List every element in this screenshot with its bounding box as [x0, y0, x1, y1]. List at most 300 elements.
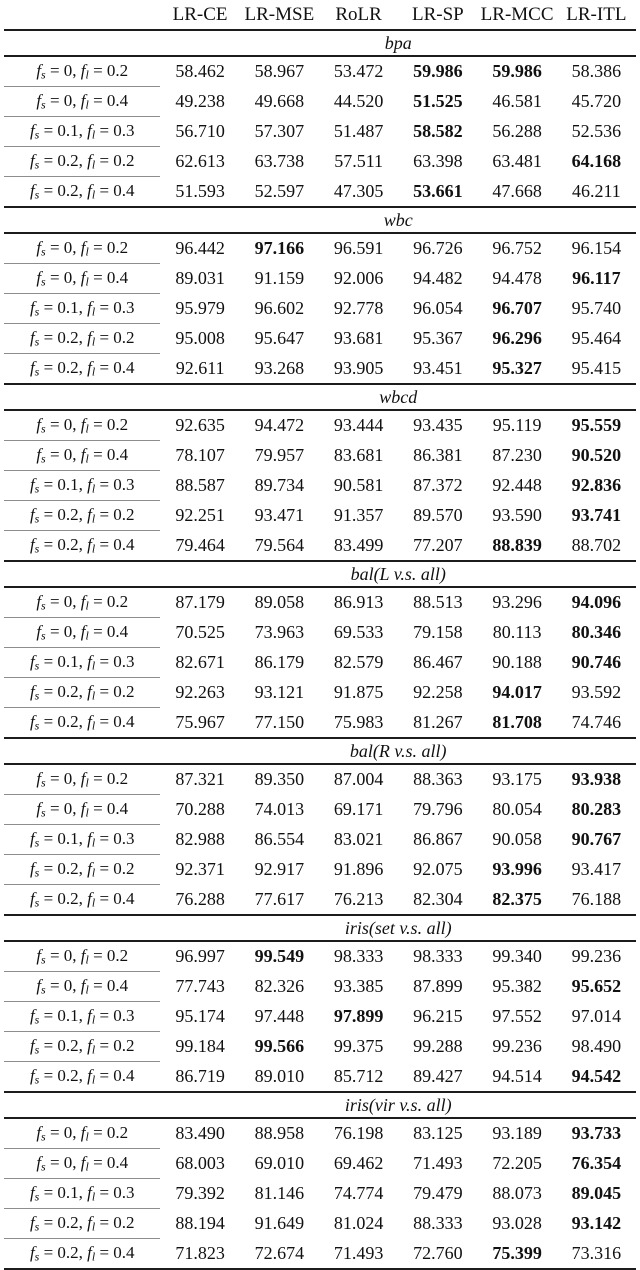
value-cell: 51.525: [413, 91, 463, 111]
value-cell: 49.668: [254, 91, 305, 111]
value-cell: 74.746: [571, 711, 622, 732]
value-cell: 95.652: [571, 976, 622, 996]
value-cell: 92.251: [175, 505, 225, 525]
value-cell: 93.296: [492, 592, 542, 613]
value-cell: 88.702: [571, 534, 622, 555]
value-cell: 86.467: [413, 652, 463, 672]
value-cell: 77.743: [175, 976, 225, 996]
section-title: iris(vir v.s. all): [160, 1092, 636, 1118]
column-header-rolr: RoLR: [335, 3, 382, 25]
value-cell: 98.490: [571, 1036, 622, 1056]
value-cell: 90.058: [492, 829, 542, 849]
value-cell: 86.381: [413, 445, 463, 465]
table-row: [4, 264, 636, 294]
value-cell: 89.350: [254, 769, 305, 790]
value-cell: 73.316: [557, 1239, 636, 1270]
table-row: [4, 941, 636, 972]
value-cell: 69.533: [333, 622, 384, 642]
section-title-row: [4, 738, 636, 764]
value-cell: 98.333: [333, 946, 384, 967]
row-label: $f_s = 0$, $f_l = 0.2$: [4, 941, 160, 972]
value-cell: 82.988: [175, 829, 225, 849]
value-cell: 88.363: [413, 769, 463, 790]
value-cell: 99.340: [492, 946, 542, 967]
section-corner-cell: [4, 915, 160, 941]
value-cell: 71.493: [319, 1239, 398, 1270]
section-title: bal(L v.s. all): [160, 561, 636, 587]
value-cell: 87.179: [175, 592, 225, 613]
value-cell: 70.288: [175, 799, 225, 819]
value-cell: 93.268: [254, 357, 305, 378]
value-cell: 93.996: [492, 859, 542, 879]
value-cell: 99.184: [175, 1036, 225, 1056]
value-cell: 95.119: [492, 415, 542, 436]
value-cell: 95.327: [492, 357, 542, 378]
value-cell: 89.045: [571, 1183, 622, 1203]
value-cell: 99.549: [254, 946, 305, 967]
row-label: $f_s = 0$, $f_l = 0.4$: [4, 87, 160, 117]
value-cell: 93.905: [333, 357, 384, 378]
value-cell: 94.478: [492, 268, 542, 288]
value-cell: 96.296: [492, 328, 542, 348]
section-iris-vir-v-s-all-: [4, 1092, 636, 1269]
value-cell: 93.590: [492, 505, 542, 525]
row-label: $f_s = 0.2$, $f_l = 0.4$: [29, 534, 135, 556]
value-cell: 49.238: [175, 91, 225, 111]
table-row: [4, 471, 636, 501]
section-iris-set-v-s-all-: [4, 915, 636, 1092]
value-cell: 91.357: [333, 505, 384, 525]
table-row: [4, 587, 636, 618]
row-label: $f_s = 0$, $f_l = 0.4$: [4, 264, 160, 294]
value-cell: 58.462: [175, 61, 225, 82]
table-row: [4, 764, 636, 795]
row-label: $f_s = 0.1$, $f_l = 0.3$: [4, 825, 160, 855]
value-cell: 90.746: [571, 652, 622, 672]
table-row: [4, 147, 636, 177]
value-cell: 88.587: [175, 475, 225, 495]
value-cell: 86.179: [254, 652, 305, 672]
value-cell: 99.566: [254, 1036, 305, 1056]
table-row: [4, 87, 636, 117]
value-cell: 89.427: [413, 1065, 463, 1086]
row-label: $f_s = 0$, $f_l = 0.4$: [4, 972, 160, 1002]
table-row: [4, 648, 636, 678]
value-cell: 90.581: [333, 475, 384, 495]
row-label: $f_s = 0.1$, $f_l = 0.3$: [4, 1002, 160, 1032]
row-label: $f_s = 0$, $f_l = 0.4$: [4, 441, 160, 471]
value-cell: 99.375: [333, 1036, 384, 1056]
value-cell: 93.385: [333, 976, 384, 996]
row-label: $f_s = 0.2$, $f_l = 0.2$: [4, 501, 160, 531]
section-title: wbc: [160, 207, 636, 233]
value-cell: 96.602: [254, 298, 305, 318]
results-table: [4, 0, 636, 1270]
table-row: [4, 1239, 636, 1270]
value-cell: 86.867: [413, 829, 463, 849]
value-cell: 83.490: [175, 1123, 225, 1144]
value-cell: 92.611: [175, 357, 225, 378]
value-cell: 76.354: [571, 1153, 622, 1173]
value-cell: 95.464: [571, 328, 622, 348]
value-cell: 62.613: [175, 151, 225, 171]
table-row: [4, 795, 636, 825]
value-cell: 93.121: [254, 682, 305, 702]
value-cell: 81.267: [413, 711, 463, 732]
section-title-row: [4, 207, 636, 233]
value-cell: 92.075: [413, 859, 463, 879]
value-cell: 47.668: [492, 180, 542, 201]
value-cell: 79.564: [254, 534, 305, 555]
row-label: $f_s = 0$, $f_l = 0.4$: [4, 795, 160, 825]
value-cell: 73.963: [254, 622, 305, 642]
value-cell: 89.058: [254, 592, 305, 613]
row-label: $f_s = 0$, $f_l = 0.2$: [4, 764, 160, 795]
value-cell: 57.511: [334, 151, 384, 171]
table-row: [4, 855, 636, 885]
value-cell: 88.073: [492, 1183, 542, 1203]
value-cell: 59.986: [492, 61, 542, 82]
value-cell: 93.938: [571, 769, 622, 790]
value-cell: 81.146: [254, 1183, 305, 1203]
value-cell: 80.113: [492, 622, 542, 642]
section-title-row: [4, 561, 636, 587]
value-cell: 96.215: [413, 1006, 463, 1026]
section-wbc: [4, 207, 636, 384]
value-cell: 71.823: [160, 1239, 239, 1270]
table-row: [4, 618, 636, 648]
value-cell: 57.307: [254, 121, 305, 141]
section-title-row: [4, 1092, 636, 1118]
value-cell: 87.230: [492, 445, 542, 465]
column-header-lr-mcc: LR-MCC: [480, 3, 554, 25]
value-cell: 74.774: [333, 1183, 384, 1203]
value-cell: 76.288: [175, 888, 225, 909]
value-cell: 80.054: [492, 799, 542, 819]
value-cell: 95.647: [254, 328, 305, 348]
value-cell: 91.649: [254, 1213, 305, 1233]
value-cell: 93.741: [571, 505, 622, 525]
value-cell: 85.712: [333, 1065, 384, 1086]
value-cell: 80.346: [571, 622, 622, 642]
value-cell: 52.597: [254, 180, 305, 201]
value-cell: 95.174: [175, 1006, 225, 1026]
value-cell: 72.205: [492, 1153, 542, 1173]
value-cell: 88.839: [492, 534, 542, 555]
row-label: $f_s = 0.1$, $f_l = 0.3$: [4, 648, 160, 678]
table-row: [4, 410, 636, 441]
value-cell: 88.513: [413, 592, 463, 613]
table-row: [4, 531, 636, 562]
section-title: iris(set v.s. all): [160, 915, 636, 941]
value-cell: 58.582: [413, 121, 463, 141]
value-cell: 83.681: [333, 445, 384, 465]
value-cell: 93.681: [333, 328, 384, 348]
value-cell: 90.767: [571, 829, 622, 849]
value-cell: 97.899: [333, 1006, 384, 1026]
column-header-lr-itl: LR-ITL: [566, 3, 627, 25]
value-cell: 68.003: [175, 1153, 225, 1173]
table-row: [4, 294, 636, 324]
value-cell: 89.570: [413, 505, 463, 525]
value-cell: 93.028: [492, 1213, 542, 1233]
table-row: [4, 825, 636, 855]
value-cell: 93.435: [413, 415, 463, 436]
value-cell: 75.399: [477, 1239, 556, 1270]
value-cell: 79.479: [413, 1183, 463, 1203]
row-label: $f_s = 0.2$, $f_l = 0.4$: [29, 711, 135, 733]
column-header-lr-sp: LR-SP: [411, 3, 464, 25]
table-row: [4, 972, 636, 1002]
value-cell: 77.207: [413, 534, 463, 555]
value-cell: 93.444: [333, 415, 384, 436]
value-cell: 72.674: [240, 1239, 319, 1270]
row-label: $f_s = 0$, $f_l = 0.2$: [4, 233, 160, 264]
value-cell: 96.591: [333, 238, 384, 259]
value-cell: 51.487: [333, 121, 384, 141]
value-cell: 88.958: [254, 1123, 305, 1144]
value-cell: 79.957: [254, 445, 305, 465]
value-cell: 95.559: [571, 415, 622, 436]
value-cell: 99.288: [413, 1036, 463, 1056]
row-label: $f_s = 0.2$, $f_l = 0.4$: [29, 180, 135, 202]
section-corner-cell: [4, 738, 160, 764]
row-label: $f_s = 0.2$, $f_l = 0.2$: [4, 1209, 160, 1239]
value-cell: 95.740: [571, 298, 622, 318]
value-cell: 75.967: [175, 711, 225, 732]
value-cell: 97.448: [254, 1006, 305, 1026]
value-cell: 93.471: [254, 505, 305, 525]
corner-cell: [4, 0, 160, 30]
table-row: [4, 708, 636, 739]
table-row: [4, 1179, 636, 1209]
value-cell: 97.166: [254, 238, 305, 259]
section-title: bpa: [160, 30, 636, 56]
value-cell: 80.283: [571, 799, 622, 819]
section-corner-cell: [4, 30, 160, 56]
value-cell: 79.464: [175, 534, 225, 555]
value-cell: 87.321: [175, 769, 225, 790]
value-cell: 69.462: [333, 1153, 384, 1173]
column-header-lr-ce: LR-CE: [172, 3, 228, 25]
value-cell: 79.796: [413, 799, 463, 819]
value-cell: 69.010: [254, 1153, 305, 1173]
value-cell: 90.520: [571, 445, 622, 465]
value-cell: 87.004: [333, 769, 384, 790]
value-cell: 71.493: [413, 1153, 463, 1173]
value-cell: 58.967: [254, 61, 305, 82]
value-cell: 96.442: [175, 238, 225, 259]
header-row: [4, 0, 636, 30]
row-label: $f_s = 0$, $f_l = 0.2$: [4, 56, 160, 87]
value-cell: 53.472: [333, 61, 384, 82]
row-label: $f_s = 0.2$, $f_l = 0.4$: [4, 1239, 160, 1270]
table-row: [4, 441, 636, 471]
row-label: $f_s = 0.1$, $f_l = 0.3$: [4, 294, 160, 324]
section-corner-cell: [4, 561, 160, 587]
row-label: $f_s = 0.1$, $f_l = 0.3$: [4, 1179, 160, 1209]
section-title-row: [4, 915, 636, 941]
value-cell: 91.896: [333, 859, 384, 879]
table-row: [4, 1002, 636, 1032]
value-cell: 94.514: [492, 1065, 542, 1086]
value-cell: 92.778: [333, 298, 384, 318]
value-cell: 83.499: [333, 534, 384, 555]
value-cell: 74.013: [254, 799, 305, 819]
value-cell: 46.211: [571, 180, 621, 201]
value-cell: 90.188: [492, 652, 542, 672]
row-label: $f_s = 0.2$, $f_l = 0.2$: [4, 678, 160, 708]
row-label: $f_s = 0$, $f_l = 0.2$: [4, 587, 160, 618]
value-cell: 95.382: [492, 976, 542, 996]
value-cell: 77.617: [254, 888, 305, 909]
value-cell: 92.006: [333, 268, 384, 288]
table-row: [4, 1062, 636, 1093]
row-label: $f_s = 0$, $f_l = 0.4$: [4, 1149, 160, 1179]
section-title-row: [4, 30, 636, 56]
value-cell: 82.326: [254, 976, 305, 996]
value-cell: 81.708: [492, 711, 542, 732]
value-cell: 63.738: [254, 151, 305, 171]
value-cell: 89.734: [254, 475, 305, 495]
section-bpa: [4, 30, 636, 207]
section-wbcd: [4, 384, 636, 561]
value-cell: 45.720: [571, 91, 622, 111]
value-cell: 59.986: [413, 61, 463, 82]
value-cell: 95.008: [175, 328, 225, 348]
row-label: $f_s = 0.2$, $f_l = 0.2$: [4, 1032, 160, 1062]
value-cell: 83.125: [413, 1123, 463, 1144]
value-cell: 72.760: [398, 1239, 477, 1270]
value-cell: 78.107: [175, 445, 225, 465]
value-cell: 46.581: [492, 91, 542, 111]
value-cell: 97.014: [571, 1006, 622, 1026]
value-cell: 53.661: [413, 180, 463, 201]
section-corner-cell: [4, 384, 160, 410]
value-cell: 88.194: [175, 1213, 225, 1233]
section-corner-cell: [4, 1092, 160, 1118]
value-cell: 77.150: [254, 711, 305, 732]
value-cell: 94.017: [492, 682, 542, 702]
value-cell: 96.997: [175, 946, 225, 967]
value-cell: 95.415: [571, 357, 622, 378]
value-cell: 58.386: [571, 61, 622, 82]
value-cell: 93.451: [413, 357, 463, 378]
value-cell: 82.579: [333, 652, 384, 672]
section-title-row: [4, 384, 636, 410]
table-row: [4, 678, 636, 708]
value-cell: 52.536: [571, 121, 622, 141]
section-title: bal(R v.s. all): [160, 738, 636, 764]
value-cell: 76.213: [333, 888, 384, 909]
section-corner-cell: [4, 207, 160, 233]
row-label: $f_s = 0$, $f_l = 0.2$: [4, 1118, 160, 1149]
table-row: [4, 233, 636, 264]
value-cell: 98.333: [413, 946, 463, 967]
row-label: $f_s = 0.2$, $f_l = 0.4$: [29, 888, 135, 910]
row-label: $f_s = 0.2$, $f_l = 0.2$: [4, 147, 160, 177]
value-cell: 93.175: [492, 769, 542, 790]
row-label: $f_s = 0.2$, $f_l = 0.4$: [29, 1065, 135, 1087]
value-cell: 92.917: [254, 859, 305, 879]
table-row: [4, 885, 636, 916]
value-cell: 93.733: [571, 1123, 622, 1144]
value-cell: 56.710: [175, 121, 225, 141]
value-cell: 96.726: [413, 238, 463, 259]
value-cell: 99.236: [492, 1036, 542, 1056]
value-cell: 82.671: [175, 652, 225, 672]
section-bal-r-v-s-all-: [4, 738, 636, 915]
value-cell: 70.525: [175, 622, 225, 642]
table-row: [4, 117, 636, 147]
value-cell: 93.142: [571, 1213, 622, 1233]
row-label: $f_s = 0.1$, $f_l = 0.3$: [4, 471, 160, 501]
table-row: [4, 1209, 636, 1239]
value-cell: 47.305: [333, 180, 384, 201]
table-row: [4, 177, 636, 208]
value-cell: 95.367: [413, 328, 463, 348]
value-cell: 79.392: [175, 1183, 225, 1203]
value-cell: 93.592: [571, 682, 622, 702]
value-cell: 89.031: [175, 268, 225, 288]
section-title: wbcd: [160, 384, 636, 410]
value-cell: 82.375: [492, 888, 542, 909]
value-cell: 91.159: [254, 268, 305, 288]
value-cell: 44.520: [333, 91, 384, 111]
row-label: $f_s = 0$, $f_l = 0.2$: [4, 410, 160, 441]
value-cell: 51.593: [175, 180, 225, 201]
value-cell: 93.189: [492, 1123, 542, 1144]
table-row: [4, 354, 636, 385]
value-cell: 89.010: [254, 1065, 305, 1086]
row-label: $f_s = 0.2$, $f_l = 0.2$: [4, 855, 160, 885]
value-cell: 82.304: [413, 888, 463, 909]
value-cell: 96.707: [492, 298, 542, 318]
value-cell: 92.635: [175, 415, 225, 436]
value-cell: 56.288: [492, 121, 542, 141]
value-cell: 92.263: [175, 682, 225, 702]
table-row: [4, 1149, 636, 1179]
table-header: [4, 0, 636, 30]
value-cell: 96.154: [571, 238, 622, 259]
column-header-lr-mse: LR-MSE: [244, 3, 315, 25]
table-row: [4, 1118, 636, 1149]
value-cell: 88.333: [413, 1213, 463, 1233]
section-bal-l-v-s-all-: [4, 561, 636, 738]
value-cell: 94.096: [571, 592, 622, 613]
value-cell: 86.913: [333, 592, 384, 613]
value-cell: 87.899: [413, 976, 463, 996]
value-cell: 99.236: [571, 946, 622, 967]
value-cell: 69.171: [333, 799, 384, 819]
value-cell: 76.188: [571, 888, 622, 909]
value-cell: 79.158: [413, 622, 463, 642]
table-row: [4, 1032, 636, 1062]
value-cell: 64.168: [571, 151, 622, 171]
value-cell: 95.979: [175, 298, 225, 318]
value-cell: 92.371: [175, 859, 225, 879]
row-label: $f_s = 0.1$, $f_l = 0.3$: [4, 117, 160, 147]
row-label: $f_s = 0.2$, $f_l = 0.2$: [4, 324, 160, 354]
value-cell: 96.054: [413, 298, 463, 318]
value-cell: 96.117: [572, 268, 621, 288]
value-cell: 83.021: [333, 829, 384, 849]
value-cell: 94.542: [571, 1065, 622, 1086]
value-cell: 94.472: [254, 415, 305, 436]
table-row: [4, 324, 636, 354]
value-cell: 92.448: [492, 475, 542, 495]
table-row: [4, 56, 636, 87]
